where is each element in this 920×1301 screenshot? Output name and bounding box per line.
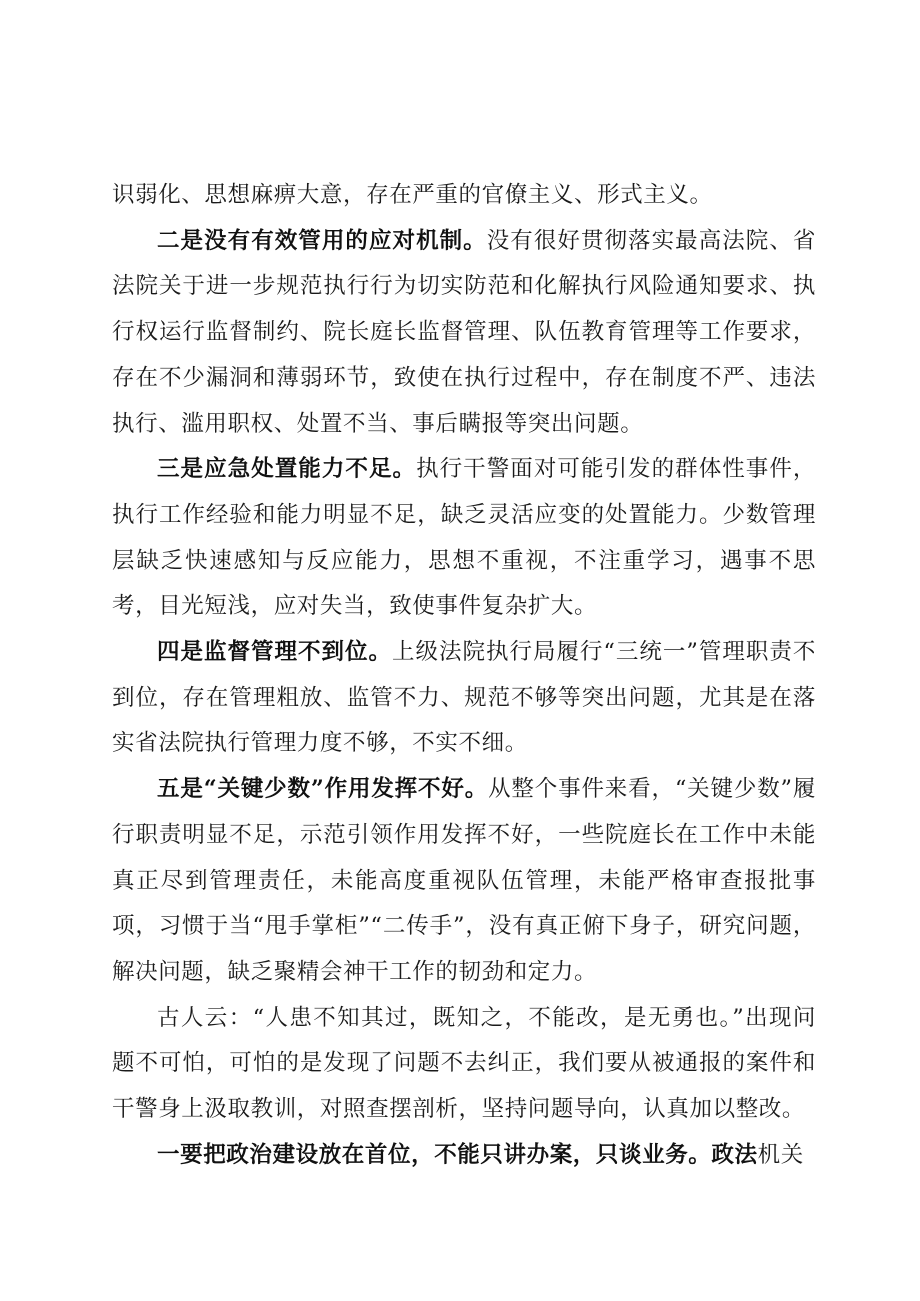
paragraph-lead: 五是“关键少数”作用发挥不好。 (157, 776, 489, 803)
paragraph-point-two (112, 219, 816, 448)
document-body (112, 173, 816, 1178)
paragraph-text: 机关 (757, 1141, 804, 1168)
paragraph-point-four (112, 630, 816, 767)
paragraph-text: 古人云：“人患不知其过，既知之，不能改，是无勇也。”出现问题不可怕，可怕的是发现了问题不去纠正，我们要从被通报的案件和干警身上汲取教训，对照查摆剖析，坚持问题导向，认真加以整改。 (112, 1004, 816, 1123)
paragraph-text: 执行干警面对可能引发的群体性事件，执行工作经验和能力明显不足，缺乏灵活应变的处置能力。少数管理层缺乏快速感知与反应能力，思想不重视，不注重学习，遇事不思考，目光短浅，应对失当，致使事件复杂扩大。 (112, 456, 817, 620)
paragraph-text: 从整个事件来看，“关键少数”履行职责明显不足，示范引领作用发挥不好，一些院庭长在工作中未能真正尽到管理责任，未能高度重视队伍管理，未能严格审查报批事项，习惯于当“甩手掌柜”“二传手”，没有真正俯下身子，研究问题，解决问题，缺乏聚精会神干工作的韧劲和定力。 (112, 776, 816, 985)
paragraph-point-five (112, 767, 816, 996)
paragraph-quote (112, 996, 816, 1133)
paragraph-point-three (112, 447, 816, 630)
paragraph-lead: 一要把政治建设放在首位，不能只讲办案，只谈业务。政法 (157, 1141, 758, 1168)
paragraph-requirement-one (112, 1133, 816, 1179)
paragraph-lead: 四是监督管理不到位。 (157, 639, 392, 666)
paragraph-lead: 二是没有有效管用的应对机制。 (157, 227, 487, 254)
paragraph-text: 没有很好贯彻落实最高法院、省法院关于进一步规范执行行为切实防范和化解执行风险通知要求、执行权运行监督制约、院长庭长监督管理、队伍教育管理等工作要求，存在不少漏洞和薄弱环节，致使在执行过程中，存在制度不严、违法执行、滥用职权、处置不当、事后瞒报等突出问题。 (112, 227, 817, 437)
paragraph-text: 识弱化、思想麻痹大意，存在严重的官僚主义、形式主义。 (112, 182, 713, 208)
paragraph-lead: 三是应急处置能力不足。 (157, 456, 417, 483)
paragraph-continuation (112, 173, 816, 219)
paragraph-text: 上级法院执行局履行“三统一”管理职责不到位，存在管理粗放、监管不力、规范不够等突出问题，尤其是在落实省法院执行管理力度不够，不实不细。 (112, 639, 816, 757)
